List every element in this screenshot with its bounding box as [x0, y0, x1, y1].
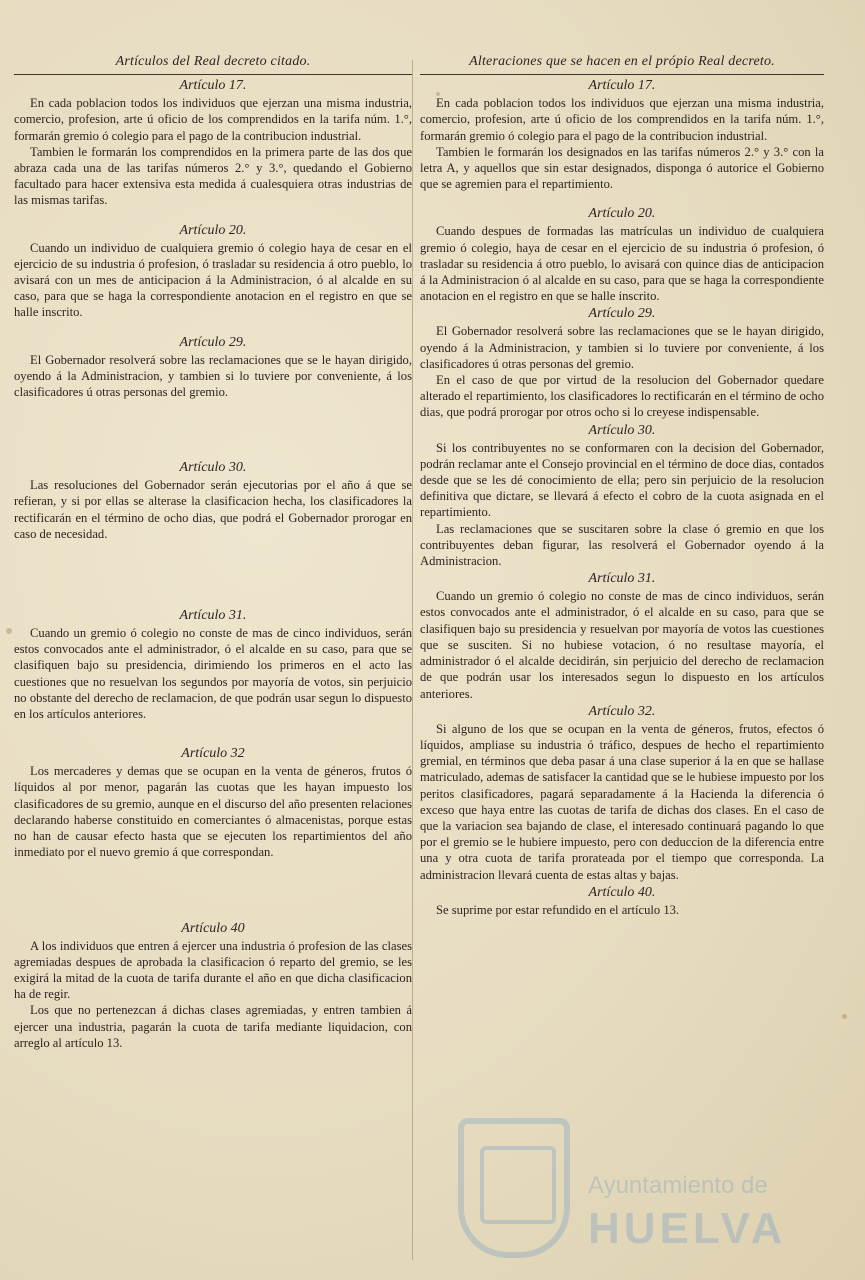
article-paragraph: Los mercaderes y demas que se ocupan en la venta de géneros, frutos ó líquidos al por menor, pagarán las cuotas que les hayan impuesto los clasificadores de su gremio, aunque en el discurso del año presenten relaciones declarando haberse constituido en comerciantes ó almacenistas, porque estas no han de causar efecto hasta que se ejecuten los repartimientos del año inmediato por el nuevo gremio á que correspondan. [14, 764, 412, 860]
article-title: Artículo 20. [179, 222, 247, 238]
article-title: Artículo 29. [588, 306, 656, 322]
ink-stain [6, 628, 12, 634]
article-paragraph: Los que no pertenezcan á dichas clases agremiadas, y entren tambien á ejercer una industria, pagarán la cuota de tarifa mediante liquidacion, con arreglo al artículo 13. [14, 1003, 412, 1050]
article-title: Artículo 17. [588, 78, 656, 94]
article-title: Artículo 30. [179, 460, 247, 476]
article-paragraph: Tambien le formarán los comprendidos en la primera parte de las dos que abraza cada una de las tarifas números 2.° y 3.°, quedando el Gobierno facultado para hacer extensiva esta medida á cualesquiera otras industrias de las mismas tarifas. [14, 144, 412, 208]
watermark-line1: Ayuntamiento de [588, 1172, 768, 1199]
article-title: Artículo 40 [181, 920, 245, 936]
article-title: Artículo 32 [181, 746, 245, 762]
article-paragraph: Las resoluciones del Gobernador serán ejecutorias por el año á que se refieran, y si por ellas se alterase la clasificacion hecha, los clasificadores la rectificarán en el término de ocho dias, que podrá el Gobernador prorogar en caso de necesidad. [14, 478, 412, 541]
article-paragraph: Las reclamaciones que se suscitaren sobre la clase ó gremio en que los contribuyentes deban figurar, las resolverá el Gobernador oyendo á la Administracion. [420, 521, 824, 569]
article-paragraph: Si alguno de los que se ocupan en la venta de géneros, frutos, efectos ó líquidos, ampliase su industria ó tráfico, despues de hecho el repartimiento gremial, en términos que deba pasar á una clase superior á la en que se hallase matriculado, ademas de satisfacer la cantidad que se le hubiese impuesto por los peritos clasificadores, pagará separadamente á la Hacienda la diferencia ó exceso que haya entre las cuotas de tarifa de dichas dos clases. En el caso de que la variacion sea bajando de clase, el interesado continuará pagando lo que por el gremio se le hubiere impuesto, pero con deduccion de la diferencia entre una y otra cuota de tarifa prorateada por el tiempo que corresponda. La administracion llevará cuenta de estas altas y bajas. [420, 721, 824, 882]
article-title: Artículo 17. [179, 78, 247, 94]
right-column-heading: Alteraciones que se hacen en el própio Real decreto. [420, 54, 824, 75]
article-paragraph: En cada poblacion todos los individuos que ejerzan una misma industria, comercio, profesion, arte ú oficio de los comprendidos en la tarifa núm. 1.°, formarán gremio ó colegio para el pago de la contribucion industrial. [14, 96, 412, 143]
left-column [14, 54, 412, 1051]
column-divider [412, 60, 413, 1260]
article-paragraph: El Gobernador resolverá sobre las reclamaciones que se le hayan dirigido, oyendo á la Administracion, y tambien si lo tuviere por conveniente, á los clasificadores ú otras personas del gremio. [14, 352, 412, 400]
article-paragraph: Cuando un gremio ó colegio no conste de mas de cinco individuos, serán estos convocados ante el administrador, ó el alcalde en su caso, para que se clasifiquen bajo su presidencia y resuelvan por mayoría de votos las cuestiones que se susciten. Si no hubiese votacion, ó no resultase mayoría, el administrador ó el alcalde decidirán, sin perjuicio del derecho de reclamacion de que podrán usar los interesados segun lo dispuesto en los artículos anteriores. [420, 589, 824, 701]
article-paragraph: En el caso de que por virtud de la resolucion del Gobernador quedare alterado el repartimiento, los clasificadores lo rectificarán en el término de ocho dias, que podrá prorogar por otros ocho si lo creyese indispensable. [420, 373, 824, 420]
article-paragraph: Se suprime por estar refundido en el artículo 13. [436, 902, 680, 917]
article-title: Artículo 32. [588, 703, 656, 719]
right-column [420, 54, 824, 918]
article-title: Artículo 31. [179, 608, 247, 624]
article-title: Artículo 29. [179, 334, 247, 350]
article-title: Artículo 31. [588, 571, 656, 587]
article-paragraph: Cuando un individuo de cualquiera gremio ó colegio haya de cesar en el ejercicio de su industria ó profesion, ó trasladar su residencia á otro pueblo, lo avisará con un mes de anticipacion á la Administracion, ó al alcalde en su caso, para que se haga la correspondiente anotacion en el registro en que se halle inscrito. [14, 240, 412, 320]
watermark-line2: HUELVA [588, 1204, 787, 1253]
article-paragraph: El Gobernador resolverá sobre las reclamaciones que se le hayan dirigido, oyendo á la Administracion, y tambien si lo tuviere por conveniente, á los clasificadores ú otras personas del gremio. [420, 324, 824, 371]
left-column-heading: Artículos del Real decreto citado. [14, 54, 412, 75]
article-paragraph: En cada poblacion todos los individuos que ejerzan una misma industria, comercio, profesion, arte ú oficio de los comprendidos en la tarifa núm. 1.°, formarán gremio ó colegio para el pago de la contribucion industrial. [420, 96, 824, 143]
ink-stain [842, 1014, 847, 1019]
article-paragraph: Si los contribuyentes no se conformaren con la decision del Gobernador, podrán reclamar ante el Consejo provincial en el término de doce dias, contados desde que se les dé conocimiento de ella; pero sin perjuicio de la resolucion definitiva que dictare, se llevará á efecto el cobro de la cuota asignada en el repartimiento. [420, 440, 824, 520]
article-paragraph: Cuando un gremio ó colegio no conste de mas de cinco individuos, serán estos convocados ante el administrador, ó el alcalde en su caso, para que se clasifiquen bajo su presidencia, dirimiendo los primeros en el acto las cuestiones que no resuelvan los segundos por mayoría de votos, sin perjuicio no obstante del derecho de reclamacion, de que podrán usar segun lo dispuesto en los artículos anteriores. [14, 626, 412, 722]
article-paragraph: Cuando despues de formadas las matrículas un individuo de cualquiera gremio ó colegio, haya de cesar en el ejercicio de su industria ó profesion, ó trasladar su residencia á otro pueblo, lo avisará con quince dias de anticipacion á la Administracion ó al alcalde en su caso, para que se haga la correspondiente anotacion en el registro en que se halle inscrito. [420, 224, 824, 304]
article-title: Artículo 40. [588, 884, 656, 900]
article-paragraph: A los individuos que entren á ejercer una industria ó profesion de las clases agremiadas despues de aprobada la clasificacion ó reparto del gremio, se les exigirá la mitad de la cuota de tarifa durante el año en que dicha clasificacion ha de regir. [14, 938, 412, 1002]
article-title: Artículo 20. [588, 206, 656, 222]
coat-of-arms-icon [458, 1118, 570, 1258]
article-paragraph: Tambien le formarán los designados en las tarifas números 2.° y 3.° con la letra A, y aquellos que sin estar designados, disponga ó autorice el Gobierno que se agremien para el repartimiento. [420, 144, 824, 192]
article-title: Artículo 30. [588, 422, 656, 438]
archive-watermark [448, 1118, 848, 1268]
